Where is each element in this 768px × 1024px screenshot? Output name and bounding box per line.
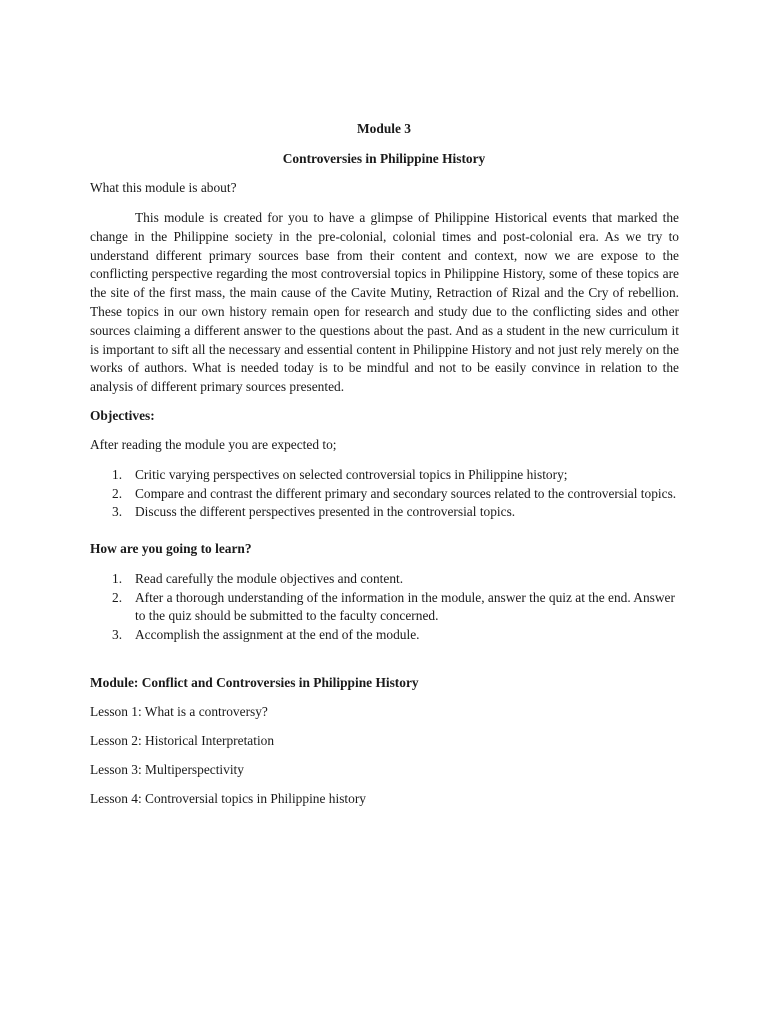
module-title: Controversies in Philippine History xyxy=(282,151,486,166)
learn-item xyxy=(90,589,679,626)
learn-item xyxy=(90,626,679,645)
lesson-item: Lesson 1: What is a controversy? xyxy=(90,704,268,719)
learn-number: 2. xyxy=(112,589,123,605)
learn-number: 3. xyxy=(112,626,123,642)
objective-number: 2. xyxy=(112,485,123,501)
learn-text: Accomplish the assignment at the end of the module. xyxy=(135,626,420,642)
learn-text: Read carefully the module objectives and content. xyxy=(135,571,404,586)
objective-text: Compare and contrast the different primary and secondary sources related to the controversial topics. xyxy=(135,485,677,501)
intro-paragraph: This module is created for you to have a glimpse of Philippine Historical events that marked the change in the Philippine society in the pre-colonial, colonial times and post-colonial era. As we try to understand different primary sources base from their content and context, now we are expose to the conflicting perspective regarding the most controversial topics in Philippine History, some of these topics are the site of the first mass, the main cause of the Cavite Mutiny, Retraction of Rizal and the Cry of rebellion. These topics in our own history remain open for research and study due to the conflicting sides and other sources claiming a different answer to the questions about the past. And as a student in the new curriculum it is important to sift all the necessary and essential content in Philippine History and not just rely merely on the works of authors. What is needed today is to be mindful and not to be easily convince in relation to the analysis of different primary sources presented. xyxy=(90,210,679,395)
module-label: Module 3 xyxy=(357,121,411,136)
objectives-lead: After reading the module you are expected to; xyxy=(90,437,337,452)
lesson-item: Lesson 2: Historical Interpretation xyxy=(90,733,275,748)
module-section-heading: Module: Conflict and Controversies in Philippine History xyxy=(90,675,419,690)
objectives-list xyxy=(90,466,679,522)
about-heading: What this module is about? xyxy=(90,180,237,195)
objective-number: 1. xyxy=(112,467,123,482)
objective-text: Discuss the different perspectives presented in the controversial topics. xyxy=(135,504,516,519)
objective-text: Critic varying perspectives on selected controversial topics in Philippine history; xyxy=(135,467,568,482)
learn-number: 1. xyxy=(112,571,123,586)
learn-text: After a thorough understanding of the information in the module, answer the quiz at the end. Answer to the quiz should be submitted to the faculty concerned. xyxy=(135,589,675,623)
learn-list xyxy=(90,570,679,644)
objective-item xyxy=(90,503,679,522)
lesson-item: Lesson 4: Controversial topics in Philippine history xyxy=(90,791,366,806)
lesson-item: Lesson 3: Multiperspectivity xyxy=(90,762,244,777)
objective-item xyxy=(90,466,679,485)
learn-item xyxy=(90,570,679,589)
learn-heading: How are you going to learn? xyxy=(90,541,252,556)
objectives-heading: Objectives: xyxy=(90,408,155,423)
objective-item xyxy=(90,485,679,504)
objective-number: 3. xyxy=(112,504,123,519)
